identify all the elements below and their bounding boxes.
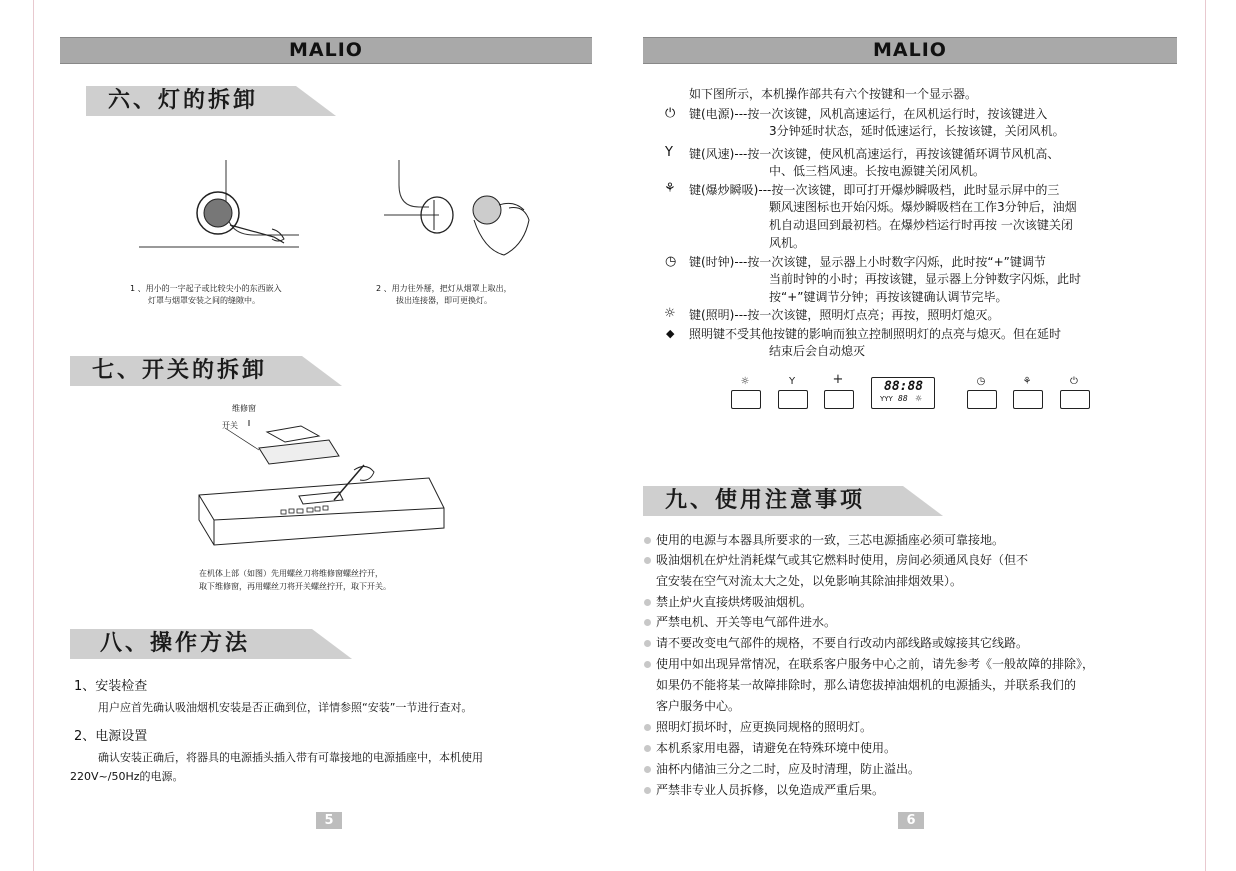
- bullet-icon: [644, 766, 651, 773]
- key-speed-line-1: 键(风速)---按一次该键，使风机高速运行，再按该键循环调节风机高、: [689, 147, 1060, 161]
- bullet-icon: [644, 557, 651, 564]
- panel-speed-key[interactable]: [778, 390, 808, 409]
- panel-clock-key[interactable]: [967, 390, 997, 409]
- section-title: 九、使用注意事项: [665, 488, 866, 513]
- section-6-heading: [86, 86, 336, 118]
- caution-2-line-1: 吸油烟机在炉灶消耗煤气或其它燃料时使用，房间必须通风良好（但不: [656, 553, 1029, 567]
- caution-6-line-2: 如果仍不能将某一故障排除时，那么请您拔掉油烟机的电源插头，并联系我们的: [656, 678, 1077, 692]
- key-clock-line-1: 键(时钟)---按一次该键，显示器上小时数字闪烁，此时按“+”键调节: [689, 255, 1046, 269]
- panel-boost-key[interactable]: [1013, 390, 1043, 409]
- item-1-body: 用户应首先确认吸油烟机安装是否正确到位，详情参照“安装”一节进行查对。: [98, 701, 473, 714]
- label-service-window: 维修窗: [232, 404, 256, 413]
- caution-5: 请不要改变电气部件的规格，不要自行改动内部线路或嫁接其它线路。: [656, 636, 1029, 650]
- display-light-icon: ☼: [915, 394, 923, 403]
- key-power-line-1: 键(电源)---按一次该键，风机高速运行，在风机运行时，按该键进入: [689, 107, 1048, 121]
- caption-1-line-2: 灯罩与烟罩安装之间的缝隙中。: [148, 296, 260, 305]
- caution-9: 油杯内储油三分之二时，应及时清理，防止溢出。: [656, 762, 921, 776]
- label-switch: 开关: [222, 421, 238, 430]
- section-title: 七、开关的拆卸: [92, 358, 268, 383]
- power-icon: ⏻: [665, 106, 676, 121]
- page-number: 6: [898, 812, 924, 829]
- caution-1: 使用的电源与本器具所要求的一致，三芯电源插座必须可靠接地。: [656, 533, 1005, 547]
- panel-power-key[interactable]: [1060, 390, 1090, 409]
- section-8-heading: [70, 629, 342, 661]
- right-page: [617, 0, 1206, 871]
- display-level: 88: [898, 394, 908, 403]
- display-time: 88:88: [884, 379, 924, 394]
- panel-display: [871, 377, 935, 409]
- caption-2-line-1: 2 、用力往外掰，把灯从烟罩上取出，: [376, 284, 512, 293]
- panel-speed-icon: Y: [788, 376, 796, 387]
- brand-logo: MALIO: [289, 39, 363, 61]
- diamond-bullet-icon: ◆: [666, 327, 675, 340]
- key-power-line-2: 3分钟延时状态，延时低速运行，长按该键，关闭风机。: [769, 124, 1065, 138]
- panel-power-icon: ⏻: [1070, 376, 1078, 387]
- brand-logo: MALIO: [873, 39, 947, 61]
- key-clock-line-2: 当前时钟的小时；再按该键，显示器上分钟数字闪烁，此时: [769, 272, 1082, 286]
- caption-2-line-2: 拔出连接器，即可更换灯。: [396, 296, 492, 305]
- item-2-body-line-2: 220V~/50Hz的电源。: [70, 770, 184, 783]
- clock-icon: ◷: [665, 254, 677, 269]
- bullet-icon: [644, 745, 651, 752]
- item-2-body-line-1: 确认安装正确后，将器具的电源插头插入带有可靠接地的电源插座中，本机使用: [98, 751, 483, 764]
- key-boost-line-4: 风机。: [769, 236, 806, 250]
- caution-10: 严禁非专业人员拆修，以免造成严重后果。: [656, 783, 885, 797]
- panel-plus-icon: +: [832, 372, 844, 387]
- note-line-1: 照明键不受其他按键的影响而独立控制照明灯的点亮与熄灭。但在延时: [689, 327, 1062, 341]
- panel-light-icon: ☼: [740, 376, 750, 387]
- lamp-removal-illustration-2: [379, 155, 549, 265]
- item-1-heading: 1、安装检查: [74, 679, 148, 694]
- lamp-removal-illustration-1: [134, 155, 304, 255]
- panel-light-key[interactable]: [731, 390, 761, 409]
- caution-8: 本机系家用电器，请避免在特殊环境中使用。: [656, 741, 897, 755]
- section-title: 八、操作方法: [100, 631, 251, 656]
- section-title: 六、灯的拆卸: [108, 88, 259, 113]
- caution-6-line-3: 客户服务中心。: [656, 699, 741, 713]
- section-9-heading: [643, 486, 939, 518]
- key-boost-line-3: 机自动退回到最初档。在爆炒档运行时再按 一次该键关闭: [769, 218, 1073, 232]
- bullet-icon: [644, 661, 651, 668]
- key-boost-line-2: 颗风速图标也开始闪烁。爆炒瞬吸档在工作3分钟后，油烟: [769, 200, 1077, 214]
- caution-6-line-1: 使用中如出现异常情况，在联系客户服务中心之前，请先参考《一般故障的排除》，: [656, 657, 1095, 671]
- item-2-heading: 2、电源设置: [74, 729, 148, 744]
- key-boost-line-1: 键(爆炒瞬吸)---按一次该键，即可打开爆炒瞬吸档，此时显示屏中的三: [689, 183, 1060, 197]
- header-band: [60, 37, 592, 64]
- note-line-2: 结束后会自动熄灭: [769, 344, 866, 358]
- key-light-line-1: 键(照明)---按一次该键，照明灯点亮；再按，照明灯熄灭。: [689, 308, 1000, 322]
- left-page: [33, 0, 618, 871]
- section-7-caption-line-1: 在机体上部（如图）先用螺丝刀将维修窗螺丝拧开，: [199, 569, 383, 578]
- display-fan-icons: YYY: [880, 395, 893, 403]
- boost-icon: ⚘: [664, 181, 676, 196]
- caution-2-line-2: 宜安装在空气对流太大之处，以免影响其除油排烟效果）。: [656, 574, 963, 588]
- caution-7: 照明灯损坏时，应更换同规格的照明灯。: [656, 720, 873, 734]
- key-speed-line-2: 中、低三档风速。长按电源键关闭风机。: [769, 164, 986, 178]
- caution-3: 禁止炉火直接烘烤吸油烟机。: [656, 595, 813, 609]
- bullet-icon: [644, 787, 651, 794]
- bullet-icon: [644, 724, 651, 731]
- caption-1-line-1: 1 、用小的一字起子或比较尖小的东西嵌入: [130, 284, 282, 293]
- light-icon: ☼: [664, 306, 676, 321]
- panel-clock-icon: ◷: [976, 376, 986, 387]
- section-7-heading: [70, 356, 332, 388]
- fan-speed-icon: Y: [665, 145, 673, 160]
- bullet-icon: [644, 640, 651, 647]
- panel-intro: 如下图所示，本机操作部共有六个按键和一个显示器。: [689, 87, 978, 101]
- panel-plus-key[interactable]: [824, 390, 854, 409]
- panel-boost-icon: ⚘: [1022, 376, 1032, 387]
- page-number: 5: [316, 812, 342, 829]
- switch-removal-illustration: [189, 410, 449, 560]
- key-clock-line-3: 按“+”键调节分钟；再按该键确认调节完毕。: [769, 290, 1008, 304]
- bullet-icon: [644, 599, 651, 606]
- bullet-icon: [644, 619, 651, 626]
- caution-4: 严禁电机、开关等电气部件进水。: [656, 615, 837, 629]
- header-band: [643, 37, 1177, 64]
- bullet-icon: [644, 537, 651, 544]
- section-7-caption-line-2: 取下维修窗，再用螺丝刀将开关螺丝拧开，取下开关。: [199, 582, 391, 591]
